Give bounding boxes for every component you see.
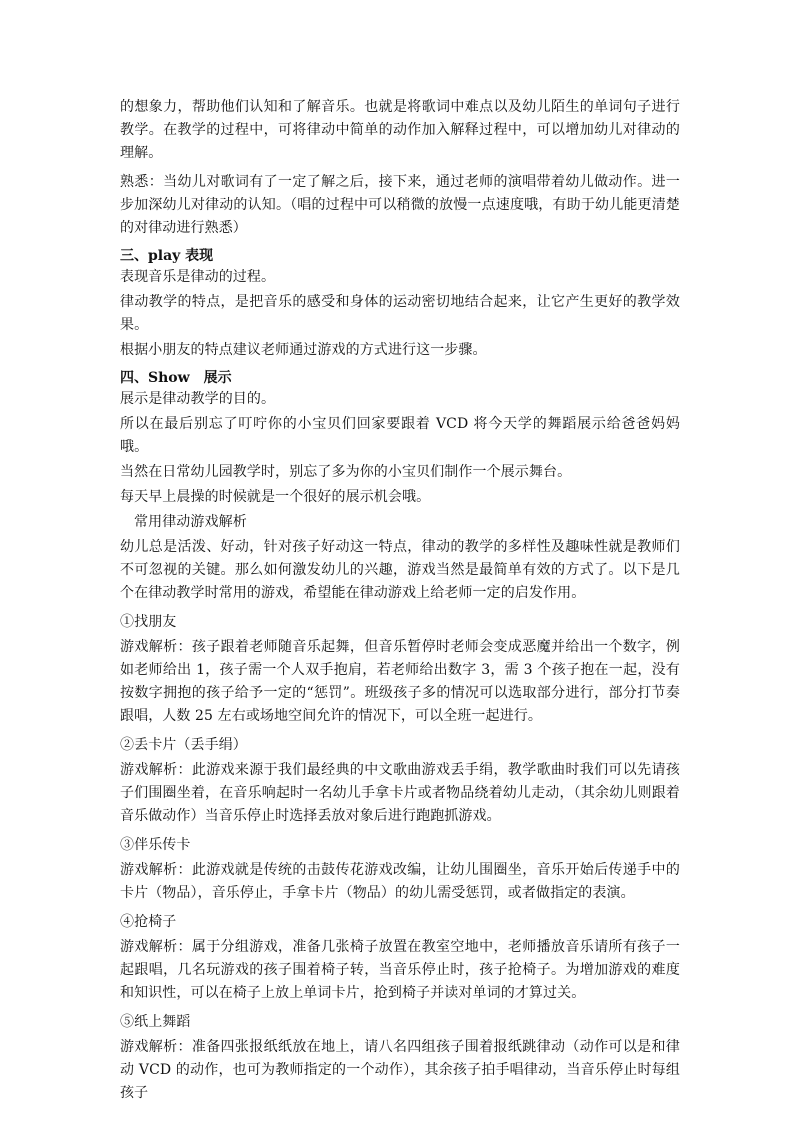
section-heading-games: 常用律动游戏解析 [134, 514, 247, 530]
game-title-musical-chairs: ④抢椅子 [120, 914, 177, 930]
paragraph-play-intro: 表现音乐是律动的过程。 [120, 269, 276, 285]
game-body-paper-dance: 游戏解析：准备四张报纸纸放在地上，请八名四组孩子围着报纸跳律动（动作可以是和律动 VCD 的动作，也可为教师指定的一个动作），其余孩子拍手唱律动，当音乐停止时每组孩子 [120, 1039, 680, 1101]
document-body [120, 96, 680, 1111]
paragraph-show-intro: 展示是律动教学的目的。 [120, 391, 276, 407]
paragraph-play-advice: 根据小朋友的特点建议老师通过游戏的方式进行这一步骤。 [120, 342, 487, 358]
game-title-find-friends: ①找朋友 [120, 614, 177, 630]
section-heading-play: 三、play 表现 [120, 248, 214, 264]
game-body-pass-card: 游戏解析：此游戏就是传统的击鼓传花游戏改编，让幼儿围圈坐，音乐开始后传递手中的卡片（物品），音乐停止，手拿卡片（物品）的幼儿需受惩罚，或者做指定的表演。 [120, 862, 680, 901]
section-heading-show: 四、Show 展示 [120, 370, 232, 386]
paragraph-games-intro: 幼儿总是活泼、好动，针对孩子好动这一特点，律动的教学的多样性及趣味性就是教师们不可忽视的关键。那么如何激发幼儿的兴趣，游戏当然是最简单有效的方式了。以下是几个在律动教学时常用的游戏，希望能在律动游戏上给老师一定的启发作用。 [120, 539, 680, 601]
game-title-drop-card: ②丢卡片（丢手绢） [120, 737, 247, 753]
paragraph-imagination: 的想象力，帮助他们认知和了解音乐。也就是将歌词中难点以及幼儿陌生的单词句子进行教学。在教学的过程中，可将律动中简单的动作加入解释过程中，可以增加幼儿对律动的理解。 [120, 99, 680, 161]
game-body-musical-chairs: 游戏解析：属于分组游戏，准备几张椅子放置在教室空地中，老师播放音乐请所有孩子一起跟唱，几名玩游戏的孩子围着椅子转，当音乐停止时，孩子抢椅子。为增加游戏的难度和知识性，可以在椅子上放上单词卡片，抢到椅子并读对单词的才算过关。 [120, 939, 680, 1001]
paragraph-play-features: 律动教学的特点，是把音乐的感受和身体的运动密切地结合起来，让它产生更好的教学效果。 [120, 294, 680, 333]
paragraph-show-morning: 每天早上晨操的时候就是一个很好的展示机会哦。 [120, 489, 431, 505]
paragraph-show-stage: 当然在日常幼儿园教学时，别忘了多为你的小宝贝们制作一个展示舞台。 [120, 464, 572, 480]
game-title-pass-card: ③伴乐传卡 [120, 837, 191, 853]
game-body-drop-card: 游戏解析：此游戏来源于我们最经典的中文歌曲游戏丢手绢，教学歌曲时我们可以先请孩子们围圈坐着，在音乐响起时一名幼儿手拿卡片或者物品绕着幼儿走动，（其余幼儿则跟着音乐做动作）当音乐停止时选择丢放对象后进行跑跑抓游戏。 [120, 762, 680, 824]
paragraph-familiarize: 熟悉：当幼儿对歌词有了一定了解之后，接下来，通过老师的演唱带着幼儿做动作。进一步加深幼儿对律动的认知。（唱的过程中可以稍微的放慢一点速度哦，有助于幼儿能更清楚的对律动进行熟悉） [120, 174, 680, 236]
game-title-paper-dance: ⑤纸上舞蹈 [120, 1014, 191, 1030]
paragraph-show-vcd: 所以在最后别忘了叮咛你的小宝贝们回家要跟着 VCD 将今天学的舞蹈展示给爸爸妈妈哦。 [120, 416, 680, 455]
game-body-find-friends: 游戏解析：孩子跟着老师随音乐起舞，但音乐暂停时老师会变成恶魔并给出一个数字，例如老师给出 1，孩子需一个人双手抱肩，若老师给出数字 3，需 3 个孩子抱在一起，没有按数字拥抱的孩子给予一定的“惩罚”。班级孩子多的情况可以选取部分进行，部分打节奏跟唱，人数 25 左右或场地空间允许的情况下，可以全班一起进行。 [120, 639, 680, 724]
